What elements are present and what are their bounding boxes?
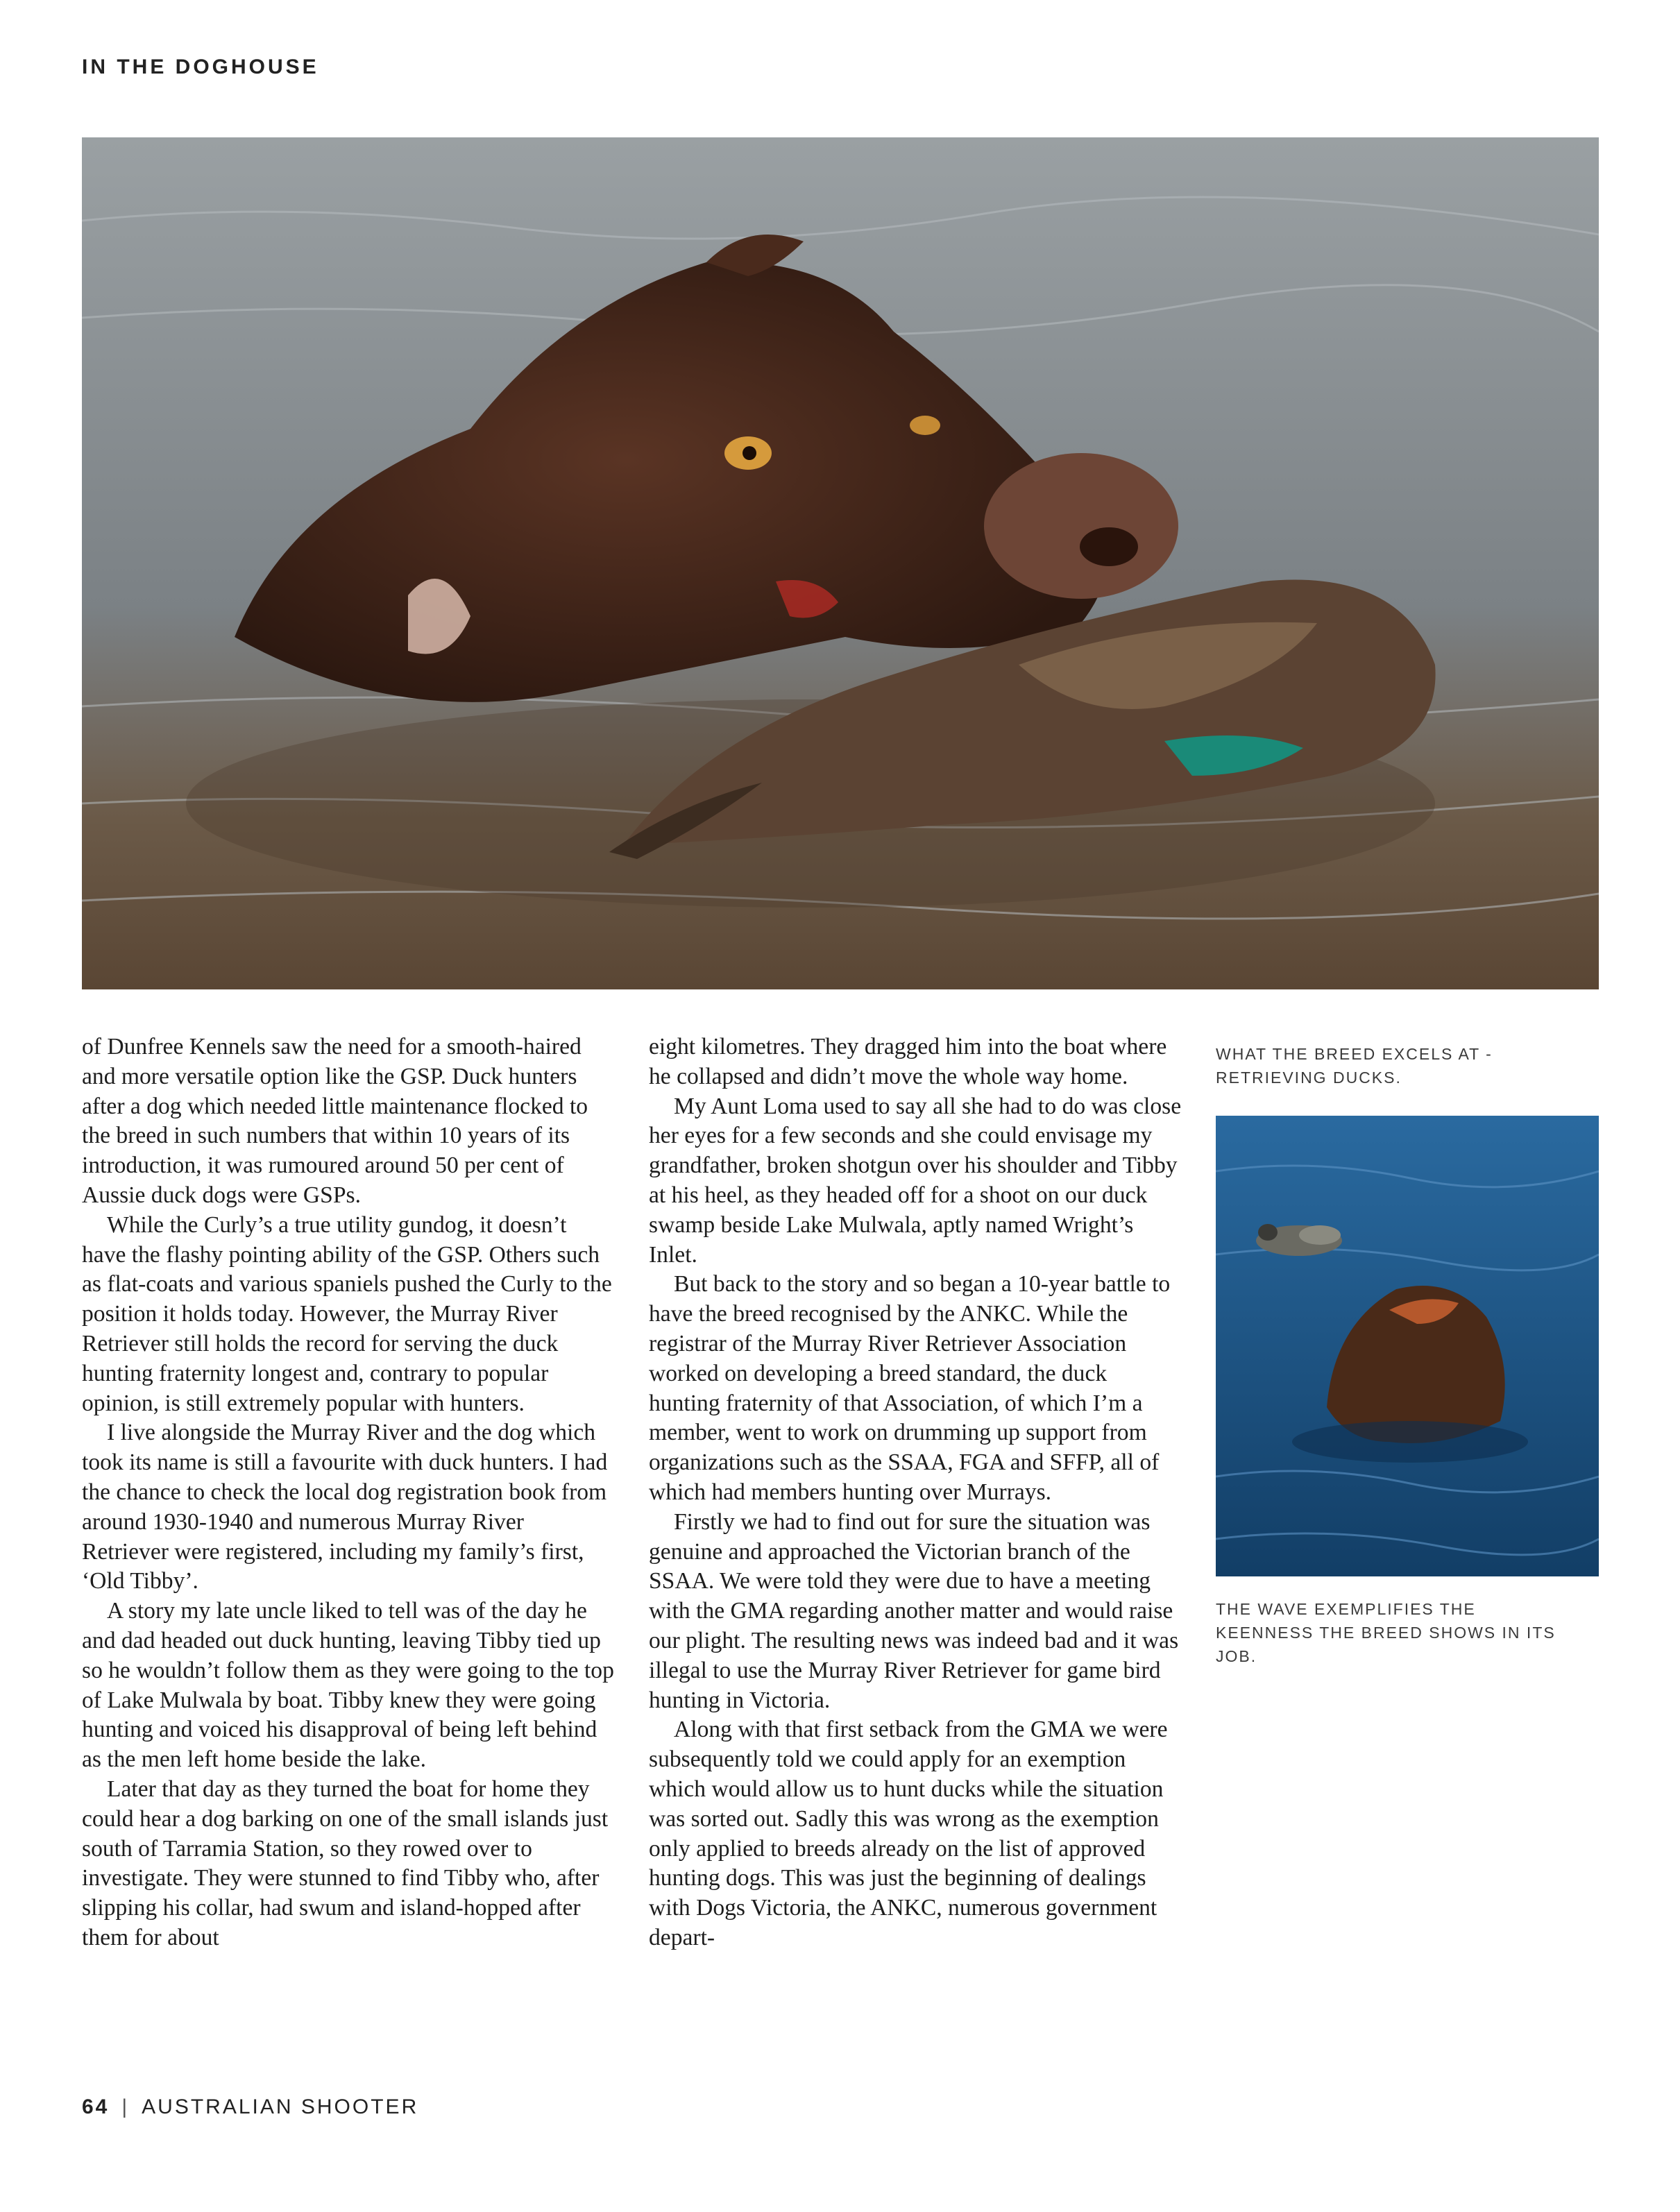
article-paragraph: Along with that first setback from the GMA we were subsequently told we could apply for an exemption which would allow us to hunt ducks while the situation was sorted out. Sadly this was wrong as the exemption only applied to breeds already on the list of approved hunting dogs. This was just the beginning of dealings with Dogs Victoria, the ANKC, numerous government depart- (649, 1717, 1168, 1950)
article-column-1 (82, 1032, 616, 1953)
section-header: IN THE DOGHOUSE (82, 56, 319, 78)
dog-retrieving-duck-illustration (82, 137, 1599, 989)
article-paragraph: Firstly we had to find out for sure the situation was genuine and approached the Victorian branch of the SSAA. We were told they were due to have a meeting with the GMA regarding another matter and would raise our plight. The resulting news was indeed bad and it was illegal to use the Murray River Retriever for game bird hunting in Victoria. (649, 1508, 1179, 1713)
dog-swimming-illustration (1216, 1116, 1599, 1576)
side-photo (1216, 1116, 1599, 1576)
photo-caption-bottom: THE WAVE EXEMPLIFIES THE KEENNESS THE BREED SHOWS IN ITS JOB. (1216, 1600, 1556, 1665)
publication-name: AUSTRALIAN SHOOTER (142, 2095, 419, 2118)
page-footer (82, 2095, 418, 2119)
article-paragraph: My Aunt Loma used to say all she had to do was close her eyes for a few seconds and she could envisage my grandfather, broken shotgun over his shoulder and Tibby at his heel, as they headed off for a shoot on our duck swamp beside Lake Mulwala, aptly named Wright’s Inlet. (649, 1093, 1182, 1268)
main-photo (82, 137, 1599, 989)
article-paragraph: of Dunfree Kennels saw the need for a smooth-haired and more versatile option like the GSP. Duck hunters after a dog which needed little maintenance flocked to the breed in such numbers that within 10 years of its introduction, it was rumoured around 50 per cent of Aussie duck dogs were GSPs. (82, 1034, 588, 1208)
page-number: 64 (82, 2095, 110, 2118)
photo-caption-top: WHAT THE BREED EXCELS AT - RETRIEVING DUCKS. (1216, 1045, 1493, 1087)
article-paragraph: But back to the story and so began a 10-year battle to have the breed recognised by the ANKC. While the registrar of the Murray River Retriever Association worked on developing a breed standard, the duck hunting fraternity of that Association, of which I’m a member, went to work on drumming up support from organizations such as the SSAA, FGA and SFFP, all of which had members hunting over Murrays. (649, 1271, 1171, 1505)
article-column-2 (649, 1032, 1183, 1953)
article-paragraph: eight kilometres. They dragged him into the boat where he collapsed and didn’t move the whole way home. (649, 1034, 1167, 1089)
footer-separator: | (121, 2095, 130, 2118)
article-paragraph: While the Curly’s a true utility gundog, it doesn’t have the flashy pointing ability of the GSP. Others such as flat-coats and various spaniels pushed the Curly to the position it holds today. However, the Murray River Retriever still holds the record for serving the duck hunting fraternity longest and, contrary to popular opinion, is still extremely popular with hunters. (82, 1211, 612, 1416)
article-paragraph: Later that day as they turned the boat for home they could hear a dog barking on one of the small islands just south of Tarramia Station, so they rowed over to investigate. They were stunned to find Tibby who, after slipping his collar, had swum and island-hopped after them for about (82, 1776, 609, 1950)
article-paragraph: I live alongside the Murray River and the dog which took its name is still a favourite with duck hunters. I had the chance to check the local dog registration book from around 1930-1940 and numerous Murray River Retriever were registered, including my family’s first, ‘Old Tibby’. (82, 1420, 608, 1594)
article-paragraph: A story my late uncle liked to tell was of the day he and dad headed out duck hunting, leaving Tibby tied up so he wouldn’t follow them as they were going to the top of Lake Mulwala by boat. Tibby knew they were going hunting and voiced his disapproval of being left behind as the men left home beside the lake. (82, 1598, 614, 1773)
